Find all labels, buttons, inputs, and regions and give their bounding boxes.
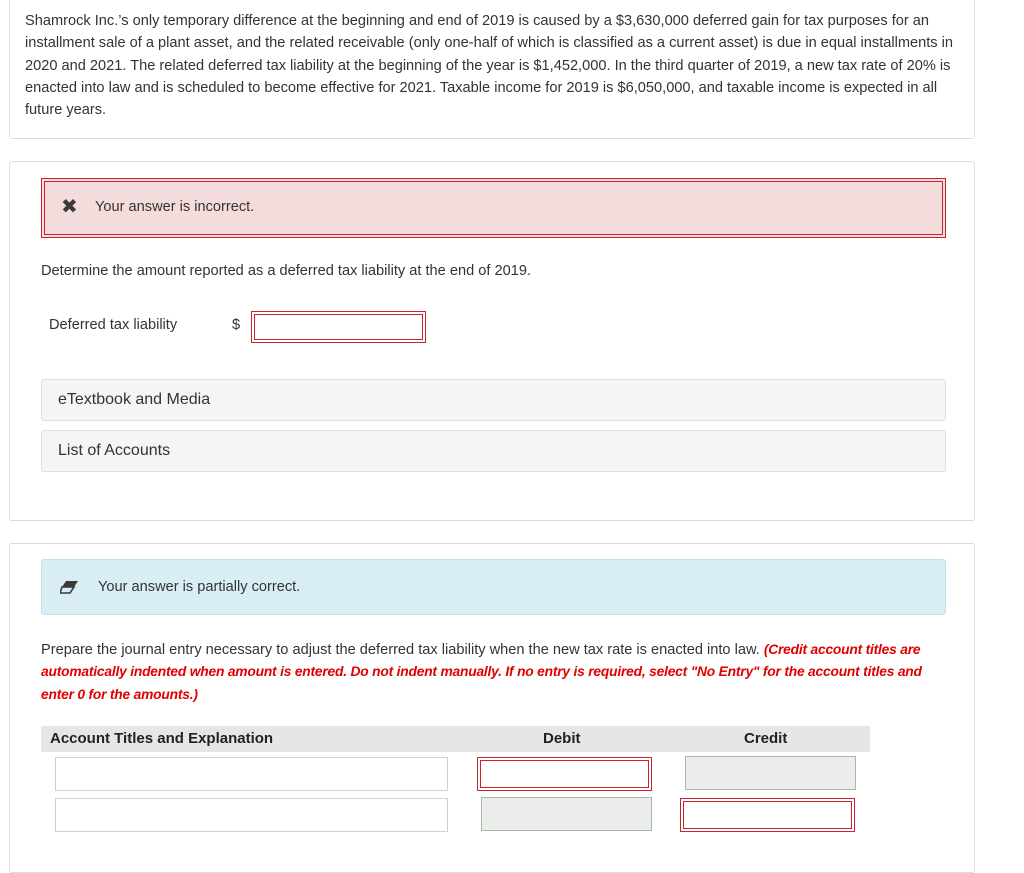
- partially-correct-alert-text: Your answer is partially correct.: [98, 579, 301, 595]
- problem-panel: [9, 0, 975, 139]
- credit-input[interactable]: [685, 756, 856, 790]
- deferred-tax-liability-input[interactable]: [251, 311, 426, 343]
- debit-input[interactable]: [477, 757, 652, 791]
- account-title-input[interactable]: [55, 757, 448, 791]
- journal-entry-header: [41, 726, 870, 752]
- partially-correct-alert: [41, 559, 946, 615]
- etextbook-media-button[interactable]: eTextbook and Media: [41, 379, 946, 421]
- header-account-titles: Account Titles and Explanation: [50, 730, 274, 747]
- deferred-tax-liability-label: Deferred tax liability: [49, 317, 178, 333]
- x-icon: ✖: [61, 196, 78, 218]
- instruction-text: Prepare the journal entry necessary to adjust the deferred tax liability when the new tax rate is enacted into law.: [41, 642, 760, 658]
- part2-instruction: [41, 639, 951, 706]
- debit-input[interactable]: [481, 797, 652, 831]
- incorrect-alert-text: Your answer is incorrect.: [95, 199, 255, 215]
- pencil-icon: [60, 579, 80, 595]
- part2-panel: [9, 543, 975, 873]
- incorrect-alert: [41, 178, 946, 238]
- instruction-note: (Credit account titles are automatically indented when amount is entered. Do not indent manually. If no entry is required, select "No Entry" for the account titles and enter 0 for the amounts.): [41, 642, 922, 702]
- header-credit: Credit: [744, 730, 788, 747]
- account-title-input[interactable]: [55, 798, 448, 832]
- problem-statement: Shamrock Inc.’s only temporary difference at the beginning and end of 2019 is caused by a $3,630,000 deferred gain for tax purposes for an installment sale of a plant asset, and the related receivable (only one-half of which is classified as a current asset) is due in equal installments in 2020 and 2021. The related deferred tax liability at the beginning of the year is $1,452,000. In the third quarter of 2019, a new tax rate of 20% is enacted into law and is scheduled to become effective for 2021. Taxable income for 2019 is $6,050,000, and taxable income is expected in all future years.: [25, 13, 954, 119]
- part1-panel: [9, 161, 975, 521]
- credit-input[interactable]: [680, 798, 855, 832]
- part1-question: Determine the amount reported as a deferred tax liability at the end of 2019.: [41, 263, 531, 279]
- list-of-accounts-button[interactable]: List of Accounts: [41, 430, 946, 472]
- header-debit: Debit: [543, 730, 581, 747]
- dollar-sign: $: [232, 317, 241, 333]
